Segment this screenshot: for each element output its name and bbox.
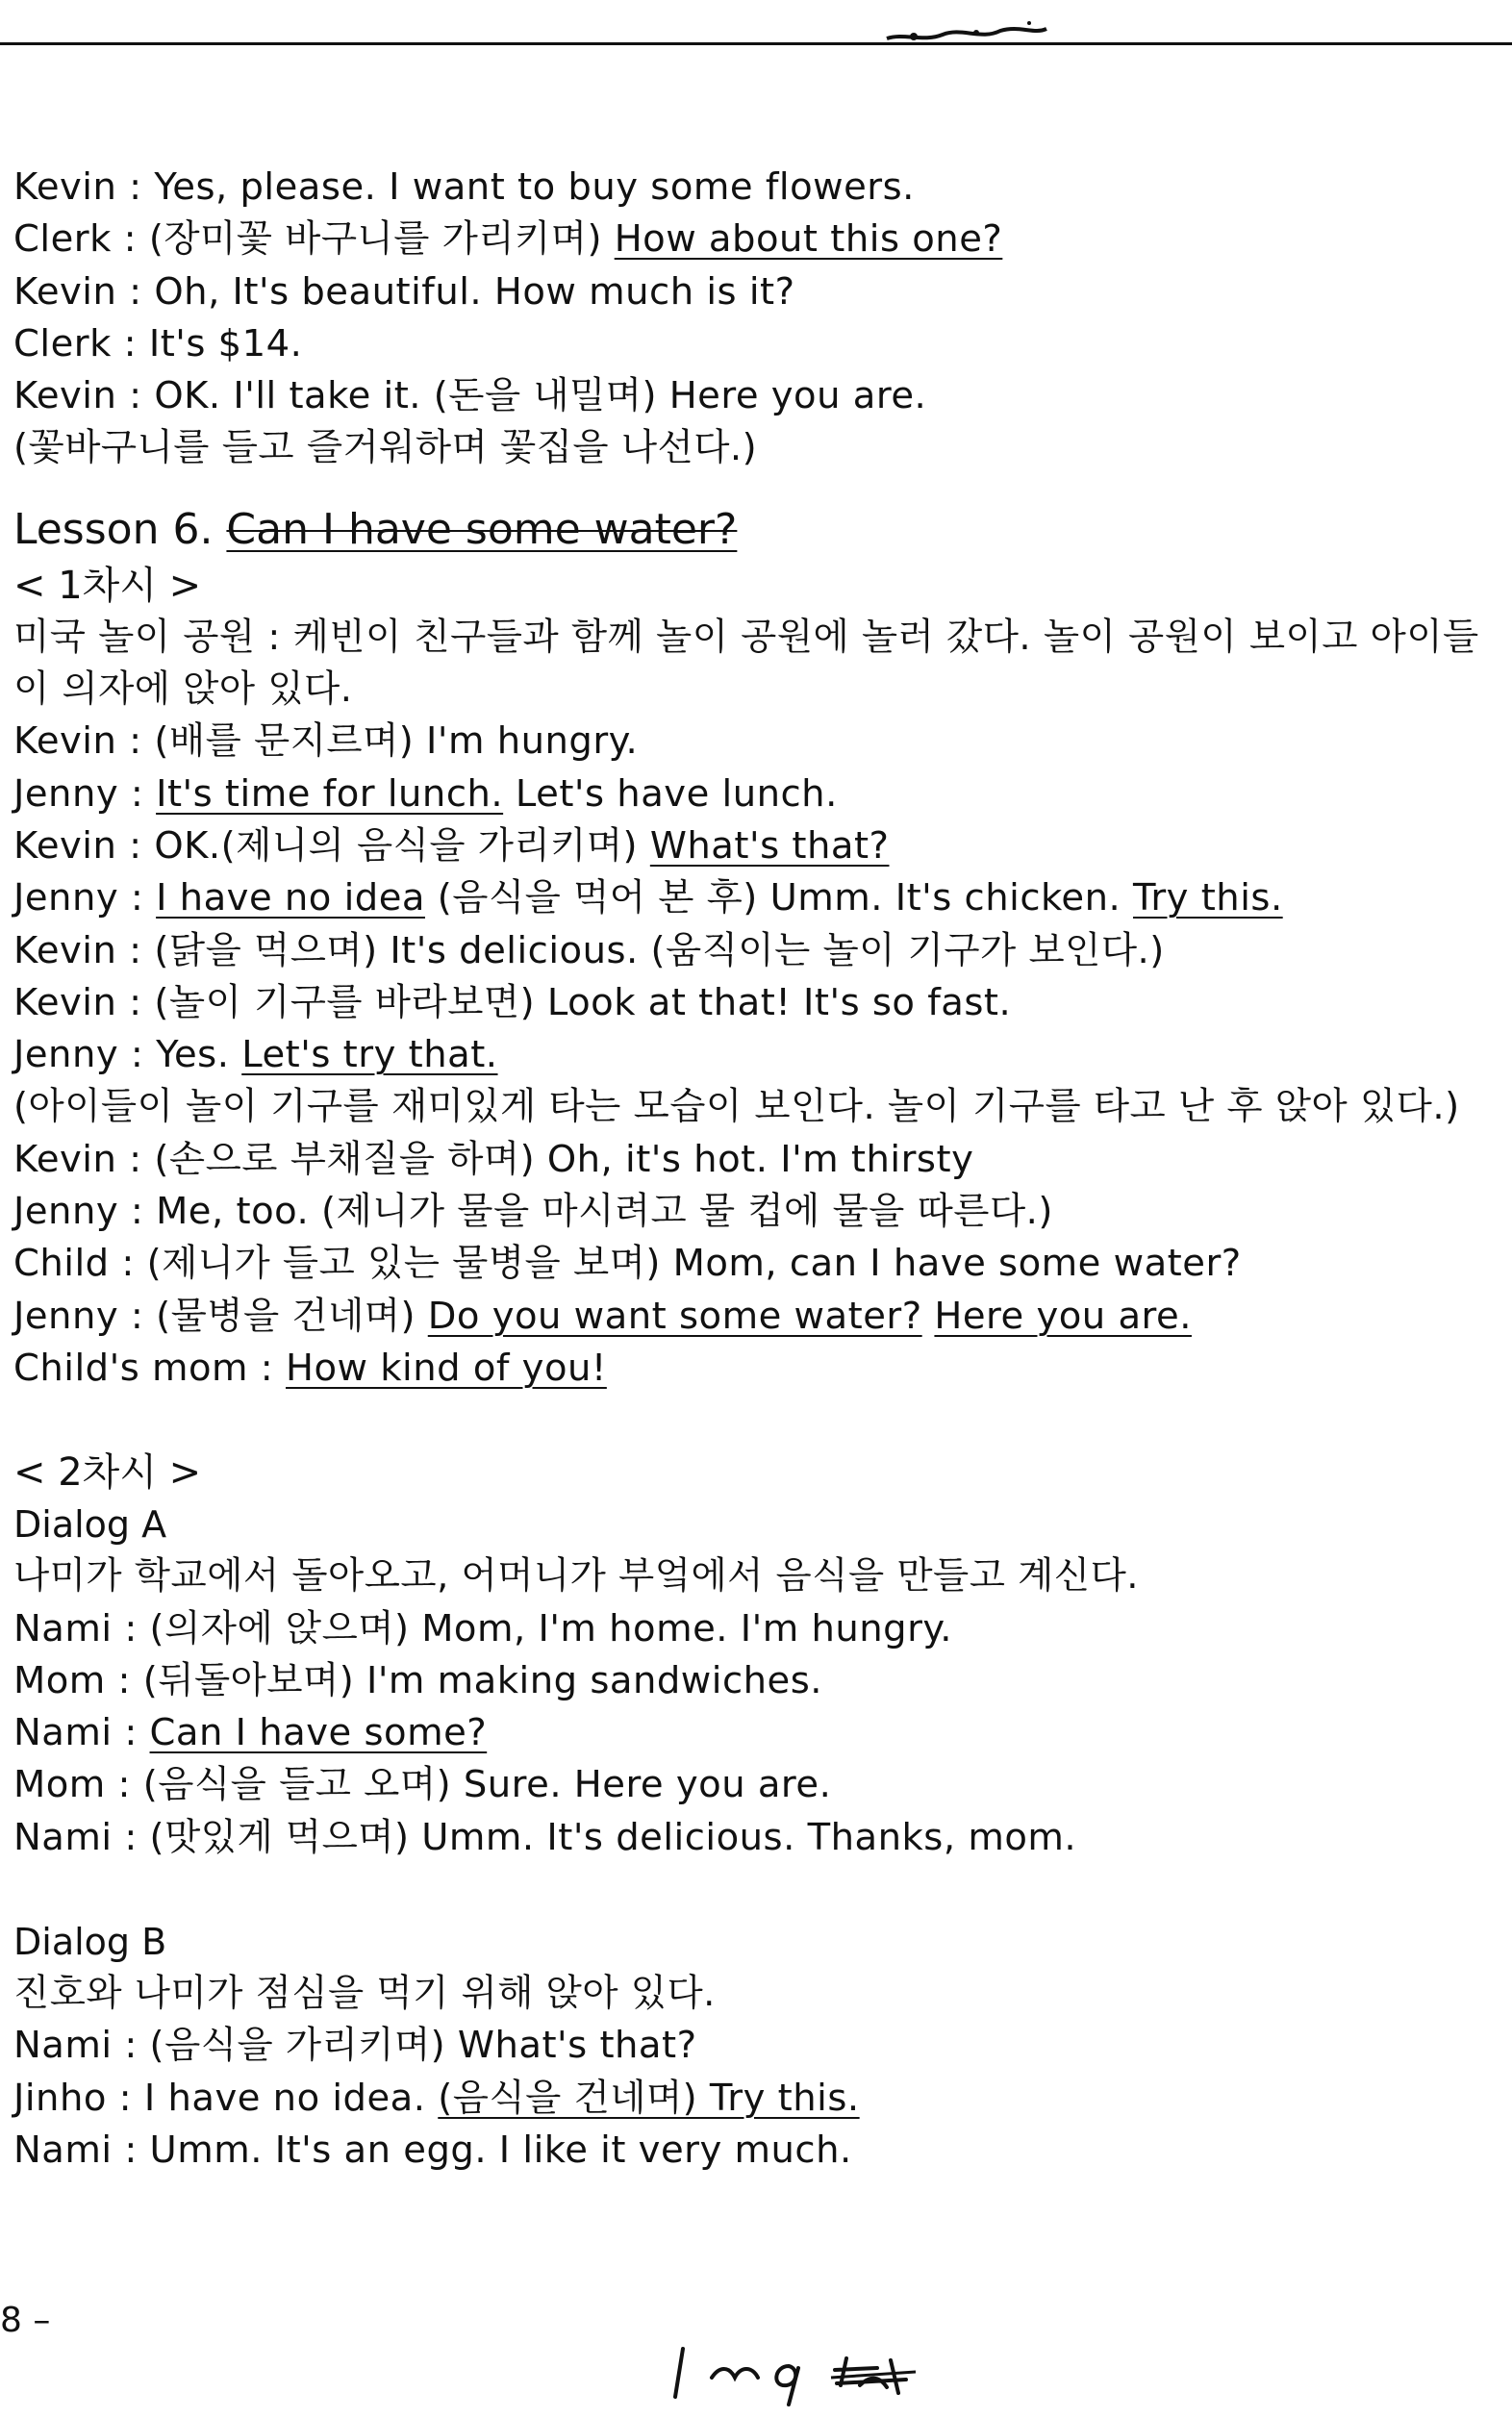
dialogue-line: [13, 768, 1502, 820]
speaker-name: Nami: [13, 1606, 113, 1650]
line-text: (음식을 가리키며) What's that?: [149, 2024, 697, 2068]
speaker-separator: :: [248, 1346, 287, 1390]
dialogue-line: [13, 977, 1502, 1029]
line-text: Yes, please. I want to buy some flowers.: [154, 165, 915, 209]
underlined-phrase: What's that?: [649, 823, 890, 868]
lesson-title: [13, 500, 1502, 560]
speaker-name: Nami: [13, 1815, 113, 1859]
dialogue-line: [13, 1812, 1502, 1864]
speaker-name: Clerk: [13, 321, 112, 365]
speaker-separator: :: [116, 980, 155, 1024]
speaker-separator: :: [116, 374, 155, 418]
dialogue-line: [13, 1343, 1502, 1395]
session-1-dialogue: [13, 716, 1502, 1395]
dialogue-line: [13, 370, 1502, 422]
dialogue-line: [13, 214, 1502, 265]
dialogue-line: [13, 1707, 1502, 1759]
line-text: (음식을 먹어 본 후) Umm. It's chicken.: [425, 876, 1133, 920]
speaker-separator: :: [116, 928, 155, 972]
underlined-phrase: Try this.: [1132, 876, 1283, 920]
line-text: Oh, It's beautiful. How much is it?: [154, 269, 795, 314]
line-text: (배를 문지르며) I'm hungry.: [154, 719, 639, 764]
line-text: It's $14.: [148, 321, 303, 365]
dialog-a-title: Dialog A: [13, 1503, 167, 1547]
dialogue-line: [13, 1029, 1502, 1081]
line-text: (물병을 건네며): [156, 1294, 428, 1338]
speaker-name: Kevin: [13, 980, 117, 1024]
speaker-name: Mom: [13, 1763, 106, 1807]
line-text: Yes.: [156, 1033, 242, 1077]
speaker-separator: :: [118, 1294, 157, 1338]
speaker-name: Jenny: [13, 1033, 119, 1077]
underlined-phrase: It's time for lunch.: [156, 771, 504, 816]
speaker-separator: :: [112, 2128, 150, 2172]
line-text: (뒤돌아보며) I'm making sandwiches.: [142, 1658, 823, 1702]
underlined-phrase: How kind of you!: [286, 1346, 607, 1390]
speaker-name: Kevin: [13, 269, 117, 314]
dialogue-line: [13, 266, 1502, 318]
line-text: I have no idea.: [143, 2076, 439, 2120]
dialogue-line: [13, 1603, 1502, 1655]
speaker-separator: :: [105, 1658, 143, 1702]
speaker-separator: :: [112, 1606, 150, 1650]
underlined-phrase: Can I have some?: [149, 1711, 488, 1755]
line-text: (손으로 부채질을 하며) Oh, it's hot. I'm thirsty: [154, 1137, 974, 1181]
spacer: [13, 1864, 1502, 1916]
line-text: OK. I'll take it. (돈을 내밀며) Here you are.: [154, 374, 927, 418]
speaker-name: Child: [13, 1242, 110, 1286]
line-text: (놀이 기구를 바라보면) Look at that! It's so fast.: [154, 980, 1012, 1024]
speaker-name: Jenny: [13, 1294, 119, 1338]
speaker-name: Kevin: [13, 165, 117, 209]
document-body: [13, 162, 1502, 2177]
speaker-separator: :: [116, 823, 155, 868]
line-text: (맛있게 먹으며) Umm. It's delicious. Thanks, mom.: [149, 1815, 1077, 1859]
speaker-separator: :: [111, 217, 149, 262]
underlined-phrase: I have no idea: [156, 876, 425, 920]
line-text: (음식을 들고 오며) Sure. Here you are.: [142, 1763, 832, 1807]
page-number: 8 –: [0, 2301, 51, 2340]
dialogue-line: [13, 2073, 1502, 2125]
line-text: OK.(제니의 음식을 가리키며): [154, 823, 650, 868]
dialogue-line: [13, 1291, 1502, 1343]
underlined-phrase: How about this one?: [614, 217, 1003, 262]
speaker-separator: :: [116, 1137, 155, 1181]
dialog-a-dialogue: [13, 1603, 1502, 1864]
speaker-name: Kevin: [13, 374, 117, 418]
dialogue-line: [13, 820, 1502, 872]
speaker-separator: :: [111, 321, 149, 365]
underlined-phrase: Here you are.: [934, 1294, 1192, 1338]
ink-smudge-icon: [885, 17, 1048, 50]
speaker-separator: :: [106, 2076, 144, 2120]
underlined-phrase: Do you want some water?: [427, 1294, 922, 1338]
session-1-header: < 1차시 >: [13, 563, 202, 608]
speaker-name: Nami: [13, 2128, 113, 2172]
lesson-title-text: Can I have some water?: [226, 504, 738, 554]
speaker-separator: :: [118, 771, 157, 816]
speaker-name: Jenny: [13, 1190, 119, 1234]
spacer: [13, 1395, 1502, 1447]
line-text: Let's have lunch.: [503, 771, 838, 816]
line-text: (꽃바구니를 들고 즐거워하며 꽃집을 나선다.): [13, 426, 758, 470]
dialog-b-title: Dialog B: [13, 1921, 167, 1964]
line-text: (아이들이 놀이 기구를 재미있게 타는 모습이 보인다. 놀이 기구를 타고 난 후 앉아 있다.): [13, 1085, 1460, 1129]
session-2-header: < 2차시 >: [13, 1450, 202, 1496]
top-rule: [0, 42, 1512, 45]
line-text: Umm. It's an egg. I like it very much.: [149, 2128, 852, 2172]
handwritten-note-icon: [664, 2330, 991, 2406]
dialogue-line: [13, 925, 1502, 977]
speaker-name: Jenny: [13, 876, 119, 920]
dialog-b-dialogue: [13, 2020, 1502, 2177]
speaker-separator: :: [109, 1242, 147, 1286]
session-1-intro: 미국 놀이 공원 : 케빈이 친구들과 함께 놀이 공원에 놀러 갔다. 놀이 공원이 보이고 아이들이 의자에 앉아 있다.: [13, 615, 1479, 712]
line-text: [922, 1295, 935, 1338]
dialog-a-intro: 나미가 학교에서 돌아오고, 어머니가 부엌에서 음식을 만들고 계신다.: [13, 1554, 1139, 1599]
dialogue-block-top: [13, 162, 1502, 475]
speaker-name: Kevin: [13, 823, 117, 868]
speaker-separator: :: [112, 1815, 150, 1859]
line-text: Me, too. (제니가 물을 마시려고 물 컵에 물을 따른다.): [156, 1190, 1053, 1234]
speaker-name: Jenny: [13, 771, 119, 816]
underlined-phrase: (음식을 건네며) Try this.: [438, 2076, 860, 2120]
speaker-name: Kevin: [13, 1137, 117, 1181]
speaker-name: Mom: [13, 1658, 106, 1702]
speaker-separator: :: [112, 1711, 150, 1755]
lesson-prefix: Lesson 6.: [13, 504, 227, 554]
speaker-name: Kevin: [13, 928, 117, 972]
dialogue-line: [13, 1238, 1502, 1290]
dialog-b-intro: 진호와 나미가 점심을 먹기 위해 앉아 있다.: [13, 1972, 716, 2016]
speaker-name: Clerk: [13, 217, 112, 262]
dialogue-line: [13, 716, 1502, 768]
speaker-name: Nami: [13, 2024, 113, 2068]
dialogue-line: [13, 1134, 1502, 1186]
speaker-name: Nami: [13, 1711, 113, 1755]
line-text: (제니가 들고 있는 물병을 보며) Mom, can I have some water?: [146, 1242, 1242, 1286]
dialogue-line: [13, 318, 1502, 370]
dialogue-line: [13, 2020, 1502, 2072]
dialogue-line: [13, 2125, 1502, 2177]
dialogue-line: [13, 1655, 1502, 1707]
speaker-separator: :: [105, 1763, 143, 1807]
speaker-separator: :: [116, 165, 155, 209]
speaker-name: Kevin: [13, 719, 117, 764]
speaker-separator: :: [118, 1190, 157, 1234]
dialogue-line: [13, 872, 1502, 924]
speaker-separator: :: [118, 876, 157, 920]
line-text: (장미꽃 바구니를 가리키며): [148, 217, 615, 262]
speaker-name: Child's mom: [13, 1346, 249, 1390]
dialogue-line: [13, 162, 1502, 214]
dialogue-line: [13, 1186, 1502, 1238]
underlined-phrase: Let's try that.: [241, 1033, 498, 1077]
speaker-separator: :: [118, 1033, 157, 1077]
line-text: (닭을 먹으며) It's delicious. (움직이는 놀이 기구가 보인다.): [154, 928, 1165, 972]
dialogue-line: [13, 1759, 1502, 1811]
line-text: (의자에 앉으며) Mom, I'm home. I'm hungry.: [149, 1606, 952, 1650]
dialogue-line: [13, 1081, 1502, 1133]
speaker-separator: :: [116, 269, 155, 314]
speaker-name: Jinho: [13, 2076, 107, 2120]
dialogue-line: [13, 422, 1502, 474]
speaker-separator: :: [112, 2024, 150, 2068]
speaker-separator: :: [116, 719, 155, 764]
